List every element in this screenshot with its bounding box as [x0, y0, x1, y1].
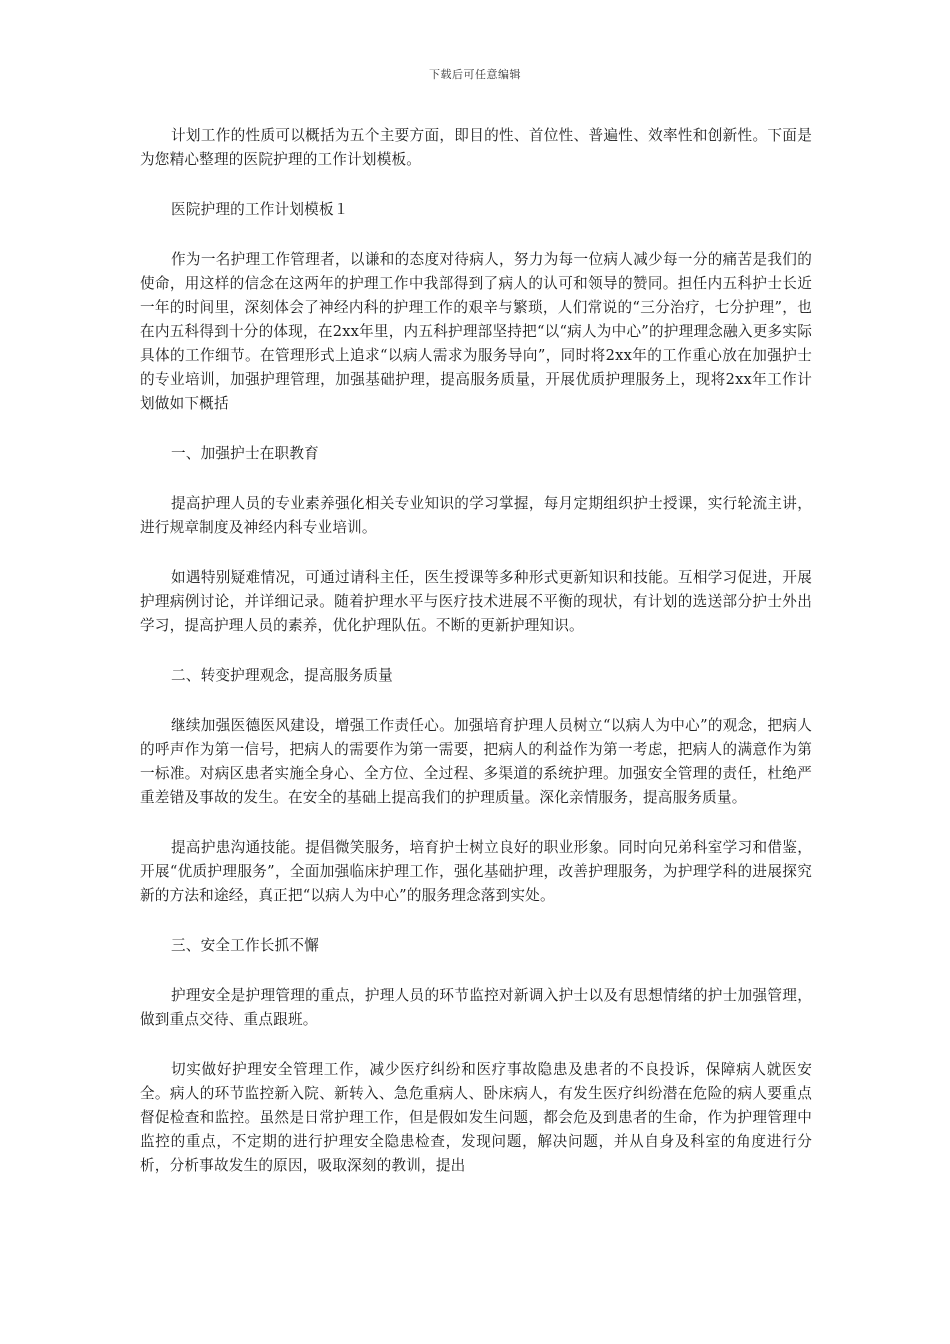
body-paragraph: 提高护理人员的专业素养强化相关专业知识的学习掌握，每月定期组织护士授课，实行轮流主讲，进行规章制度及神经内科专业培训。 — [140, 495, 812, 536]
intro-paragraph: 计划工作的性质可以概括为五个主要方面，即目的性、首位性、普遍性、效率性和创新性。下面是为您精心整理的医院护理的工作计划模板。 — [140, 127, 812, 168]
document-body — [140, 124, 812, 1178]
template-title: 医院护理的工作计划模板１ — [171, 201, 349, 218]
page-header: 下载后可任意编辑 — [429, 68, 521, 81]
section-heading-1: 一、加强护士在职教育 — [171, 445, 319, 462]
body-paragraph: 继续加强医德医风建设，增强工作责任心。加强培育护理人员树立“以病人为中心”的观念，把病人的呼声作为第一信号，把病人的需要作为第一需要，把病人的利益作为第一考虑，把病人的满意作为第一标准。对病区患者实施全身心、全方位、全过程、多渠道的系统护理。加强安全管理的责任，杜绝严重差错及事故的发生。在安全的基础上提高我们的护理质量。深化亲情服务，提高服务质量。 — [140, 717, 812, 806]
body-paragraph: 提高护患沟通技能。提倡微笑服务，培育护士树立良好的职业形象。同时向兄弟科室学习和借鉴，开展“优质护理服务”，全面加强临床护理工作，强化基础护理，改善护理服务，为护理学科的进展探究新的方法和途经，真正把“以病人为中心”的服务理念落到实处。 — [140, 839, 812, 904]
body-paragraph: 作为一名护理工作管理者，以谦和的态度对待病人，努力为每一位病人减少每一分的痛苦是我们的使命，用这样的信念在这两年的护理工作中我部得到了病人的认可和领导的赞同。担任内五科护士长近一年的时间里，深刻体会了神经内科的护理工作的艰辛与繁琐，人们常说的“三分治疗，七分护理”，也在内五科得到十分的体现，在2xx年里，内五科护理部坚持把“以“病人为中心”的护理理念融入更多实际具体的工作细节。在管理形式上追求“以病人需求为服务导向”，同时将2xx年的工作重心放在加强护士的专业培训，加强护理管理，加强基础护理，提高服务质量，开展优质护理服务上，现将2xx年工作计划做如下概括 — [140, 251, 812, 412]
body-paragraph: 切实做好护理安全管理工作，减少医疗纠纷和医疗事故隐患及患者的不良投诉，保障病人就医安全。病人的环节监控新入院、新转入、急危重病人、卧床病人，有发生医疗纠纷潜在危险的病人要重点督促检查和监控。虽然是日常护理工作，但是假如发生问题，都会危及到患者的生命，作为护理管理中监控的重点，不定期的进行护理安全隐患检查，发现问题，解决问题，并从自身及科室的角度进行分析，分析事故发生的原因，吸取深刻的教训，提出 — [140, 1061, 812, 1174]
section-heading-2: 二、转变护理观念，提高服务质量 — [171, 667, 393, 684]
body-paragraph: 护理安全是护理管理的重点，护理人员的环节监控对新调入护士以及有思想情绪的护士加强管理，做到重点交待、重点跟班。 — [140, 987, 812, 1028]
body-paragraph: 如遇特别疑难情况，可通过请科主任，医生授课等多种形式更新知识和技能。互相学习促进，开展护理病例讨论，并详细记录。随着护理水平与医疗技术进展不平衡的现状，有计划的选送部分护士外出学习，提高护理人员的素养，优化护理队伍。不断的更新护理知识。 — [140, 569, 812, 634]
section-heading-3: 三、安全工作长抓不懈 — [171, 937, 319, 954]
